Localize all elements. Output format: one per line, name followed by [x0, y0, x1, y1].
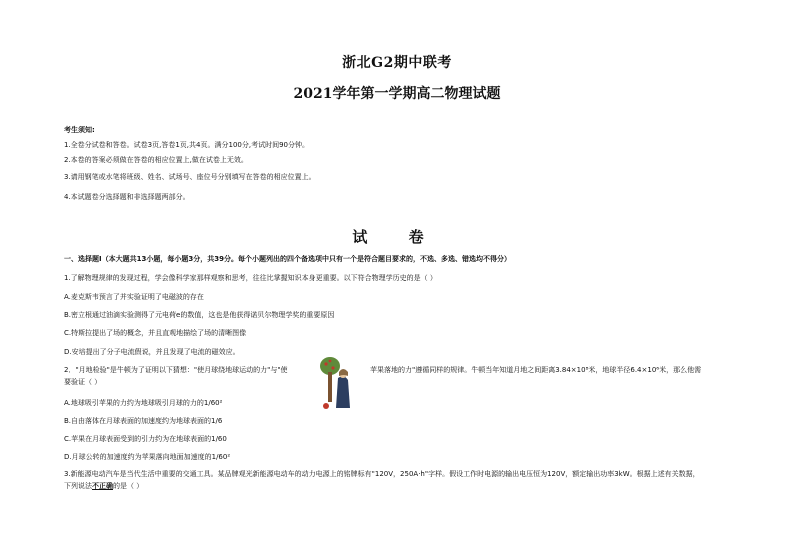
exam-subtitle: 2021学年第一学期高二物理试题	[293, 86, 501, 102]
q2-stem-line2: 要验证（ ）	[64, 378, 102, 386]
notice-item-1: 1.全卷分试卷和答卷。试卷3页,答卷1页,共4页。满分100分,考试时间90分钟。	[64, 141, 309, 149]
q2-option-c: C.苹果在月球表面受到的引力约为在地球表面的1/60	[64, 435, 227, 443]
q2-stem-left: 2．"月地检验"是牛顿为了证明以下猜想："使月球绕地球运动的力"与"使	[64, 366, 288, 374]
notice-item-2: 2.本卷的答案必须做在答卷的相应位置上,做在试卷上无效。	[64, 156, 248, 164]
notice-heading: 考生须知:	[64, 126, 95, 134]
q3-stem-line1: 3.新能源电动汽车是当代生活中重要的交通工具。某品牌观光新能源电动车的动力电源上的铭牌标有"120V，250A·h"字样。假设工作时电源的输出电压恒为120V，额定输出功率3kW。根据上述有关数据，	[64, 470, 700, 478]
q1-option-d: D.安培提出了分子电流假说，并且发现了电流的磁效应。	[64, 348, 240, 356]
q1-option-c: C.特斯拉提出了场的概念，并且直观地描绘了场的清晰图像	[64, 329, 247, 337]
section-title: 试 卷	[352, 228, 442, 246]
q2-stem-right: 苹果落地的力"遵循同样的规律。牛顿当年知道月地之间距离3.84×10⁸米，地球半径6.4×10⁶米，那么他需	[370, 366, 702, 374]
q1-option-b: B.密立根通过油滴实验测得了元电荷e的数值，这也是他获得诺贝尔物理学奖的重要原因	[64, 311, 335, 319]
q1-option-a: A.麦克斯韦预言了并实验证明了电磁波的存在	[64, 293, 204, 301]
q2-option-a: A.地球吸引苹果的力约为地球吸引月球的力的1/60²	[64, 399, 223, 407]
part1-heading: 一、选择题Ⅰ（本大题共13小题，每小题3分，共39分。每个小题列出的四个备选项中只有一个是符合题目要求的，不选、多选、错选均不得分）	[64, 255, 511, 263]
q1-stem: 1.了解物理规律的发现过程，学会像科学家那样观察和思考，往往比掌握知识本身更重要。以下符合物理学历史的是（ ）	[64, 274, 437, 282]
q2-option-d: D.月球公转的加速度约为苹果落向地面加速度的1/60²	[64, 453, 231, 461]
q2-option-b: B.自由落体在月球表面的加速度约为地球表面的1/6	[64, 417, 223, 425]
notice-item-3: 3.请用钢笔或水笔将班级、姓名、试场号、座位号分别填写在答卷的相应位置上。	[64, 173, 316, 181]
q3-stem-line2: 下列说法不正确的是（ ）	[64, 482, 144, 490]
notice-item-4: 4.本试题卷分选择题和非选择题两部分。	[64, 193, 190, 201]
exam-title: 浙北G2期中联考	[342, 55, 452, 71]
newton-apple-icon	[318, 356, 354, 412]
q3-emphasis: 不正确	[92, 482, 113, 490]
